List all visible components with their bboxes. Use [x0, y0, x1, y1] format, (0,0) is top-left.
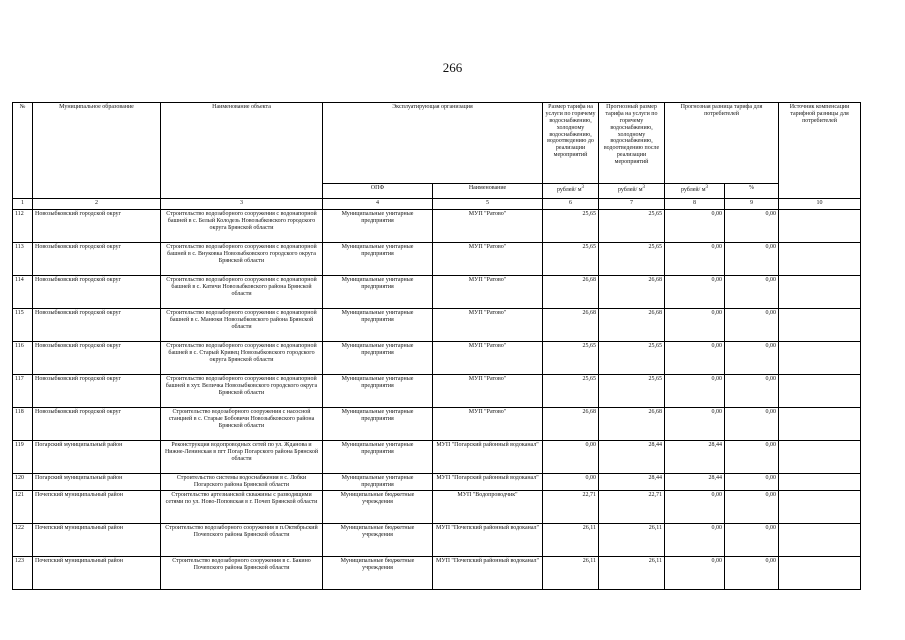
- table-body: [13, 210, 861, 590]
- source-cell: [779, 491, 861, 524]
- row-number: 114: [13, 276, 33, 309]
- municipality-cell: Новозыбковский городской округ: [33, 408, 161, 441]
- header-tariff: Размер тарифа на услуги по горячему водоснабжению, холодному водоснабжению, водоотведению до реализации мероприятий: [543, 103, 599, 184]
- forecast-tariff-cell: 28,44: [599, 441, 665, 474]
- diff-cell: 0,00: [665, 309, 725, 342]
- source-cell: [779, 210, 861, 243]
- row-number: 116: [13, 342, 33, 375]
- header-unit: [543, 184, 599, 199]
- municipality-cell: Новозыбковский городской округ: [33, 276, 161, 309]
- percent-cell: 0,00: [725, 210, 779, 243]
- source-cell: [779, 375, 861, 408]
- diff-cell: 0,00: [665, 491, 725, 524]
- municipality-cell: Новозыбковский городской округ: [33, 309, 161, 342]
- percent-cell: 0,00: [725, 309, 779, 342]
- tariff-cell: 26,11: [543, 557, 599, 590]
- tariff-cell: 22,71: [543, 491, 599, 524]
- source-cell: [779, 408, 861, 441]
- opf-cell: Муниципальные унитарные предприятия: [323, 474, 433, 491]
- forecast-tariff-cell: 26,11: [599, 524, 665, 557]
- header-opf: ОПФ: [323, 184, 433, 199]
- percent-cell: 0,00: [725, 474, 779, 491]
- percent-cell: 0,00: [725, 491, 779, 524]
- object-cell: Строительство водозаборного сооружения с водонапорной башней в хут. Величка Новозыбковского городского округа Брянской области: [161, 375, 323, 408]
- opf-cell: Муниципальные унитарные предприятия: [323, 210, 433, 243]
- diff-cell: 28,44: [665, 441, 725, 474]
- municipality-cell: Погарский муниципальный район: [33, 441, 161, 474]
- opf-cell: Муниципальные унитарные предприятия: [323, 441, 433, 474]
- table-row: [13, 210, 861, 243]
- object-cell: Строительство водозаборного сооружения с водонапорной башней в с. Манюки Новозыбковского района Брянской области: [161, 309, 323, 342]
- percent-cell: 0,00: [725, 276, 779, 309]
- object-cell: Строительство водозаборного сооружения в п.Октябрьский Почепского района Брянской области: [161, 524, 323, 557]
- tariff-table: [12, 102, 861, 590]
- column-index: 5: [433, 199, 543, 210]
- table-row: [13, 408, 861, 441]
- source-cell: [779, 441, 861, 474]
- opf-cell: Муниципальные бюджетные учреждения: [323, 524, 433, 557]
- forecast-tariff-cell: 25,65: [599, 243, 665, 276]
- table-row: [13, 243, 861, 276]
- tariff-cell: 25,65: [543, 243, 599, 276]
- percent-cell: 0,00: [725, 441, 779, 474]
- tariff-cell: 25,65: [543, 342, 599, 375]
- forecast-tariff-cell: 26,68: [599, 408, 665, 441]
- municipality-cell: Почепский муниципальный район: [33, 491, 161, 524]
- diff-cell: 0,00: [665, 524, 725, 557]
- tariff-cell: 0,00: [543, 441, 599, 474]
- table-row: [13, 474, 861, 491]
- object-cell: Реконструкция водопроводных сетей по ул. Жданова и Нижне-Ленинская в пгт Погар Погарского района Брянской области: [161, 441, 323, 474]
- municipality-cell: Почепский муниципальный район: [33, 524, 161, 557]
- column-index-row: [13, 199, 861, 210]
- row-number: 122: [13, 524, 33, 557]
- municipality-cell: Новозыбковский городской округ: [33, 342, 161, 375]
- operator-cell: МУП "Ратово": [433, 210, 543, 243]
- municipality-cell: Новозыбковский городской округ: [33, 210, 161, 243]
- diff-cell: 0,00: [665, 243, 725, 276]
- operator-cell: МУП "Водопроводчик": [433, 491, 543, 524]
- percent-cell: 0,00: [725, 557, 779, 590]
- percent-cell: 0,00: [725, 524, 779, 557]
- source-cell: [779, 342, 861, 375]
- diff-cell: 0,00: [665, 210, 725, 243]
- percent-cell: 0,00: [725, 375, 779, 408]
- forecast-tariff-cell: 25,65: [599, 342, 665, 375]
- operator-cell: МУП "Почепский районный водоканал": [433, 524, 543, 557]
- municipality-cell: Погарский муниципальный район: [33, 474, 161, 491]
- header-operator: Эксплуатирующая организация: [323, 103, 543, 184]
- tariff-cell: 25,65: [543, 375, 599, 408]
- header-forecast-tariff: Прогнозный размер тарифа на услуги по горячему водоснабжению, холодному водоснабжению, водоотведению после реализации мероприятий: [599, 103, 665, 184]
- table-row: [13, 342, 861, 375]
- object-cell: Строительство водозаборного сооружения с водонапорной башней в с. Катичи Новозыбковского района Брянской области: [161, 276, 323, 309]
- row-number: 118: [13, 408, 33, 441]
- column-index: 4: [323, 199, 433, 210]
- percent-cell: 0,00: [725, 408, 779, 441]
- row-number: 115: [13, 309, 33, 342]
- operator-cell: МУП "Погарский районный водоканал": [433, 441, 543, 474]
- header-source: Источник компенсации тарифной разницы для потребителей: [779, 103, 861, 199]
- table-row: [13, 557, 861, 590]
- source-cell: [779, 276, 861, 309]
- header-num: №: [13, 103, 33, 199]
- forecast-tariff-cell: 25,65: [599, 375, 665, 408]
- row-number: 120: [13, 474, 33, 491]
- opf-cell: Муниципальные унитарные предприятия: [323, 276, 433, 309]
- table-row: [13, 524, 861, 557]
- tariff-cell: 26,68: [543, 276, 599, 309]
- operator-cell: МУП "Ратово": [433, 408, 543, 441]
- diff-cell: 0,00: [665, 375, 725, 408]
- tariff-cell: 26,68: [543, 309, 599, 342]
- source-cell: [779, 309, 861, 342]
- header-percent: %: [725, 184, 779, 199]
- object-cell: Строительство водозаборного сооружения в с. Бакино Почепского района Брянской области: [161, 557, 323, 590]
- row-number: 121: [13, 491, 33, 524]
- column-index: 3: [161, 199, 323, 210]
- table-row: [13, 491, 861, 524]
- unit-sup: 3: [581, 185, 585, 190]
- object-cell: Строительство артезианской скважины с разводящими сетями по ул. Ново-Поповская в г. Почеп Брянской области: [161, 491, 323, 524]
- object-cell: Строительство водозаборного сооружения с водонапорной башней в с. Белый Колодезь Новозыбковского городского округа Брянской области: [161, 210, 323, 243]
- municipality-cell: Почепский муниципальный район: [33, 557, 161, 590]
- municipality-cell: Новозыбковский городской округ: [33, 375, 161, 408]
- operator-cell: МУП "Ратово": [433, 375, 543, 408]
- object-cell: Строительство водозаборного сооружения с насосной станцией в с. Старые Бобовичи Новозыбковского района Брянской области: [161, 408, 323, 441]
- column-index: 9: [725, 199, 779, 210]
- object-cell: Строительство системы водоснабжения в с. Лобки Погарского района Брянской области: [161, 474, 323, 491]
- row-number: 119: [13, 441, 33, 474]
- opf-cell: Муниципальные бюджетные учреждения: [323, 491, 433, 524]
- header-object: Наименование объекта: [161, 103, 323, 199]
- opf-cell: Муниципальные унитарные предприятия: [323, 342, 433, 375]
- tariff-cell: 26,68: [543, 408, 599, 441]
- header-municipality: Муниципальное образование: [33, 103, 161, 199]
- row-number: 123: [13, 557, 33, 590]
- operator-cell: МУП "Ратово": [433, 243, 543, 276]
- unit-sup: 3: [705, 185, 709, 190]
- operator-cell: МУП "Ратово": [433, 309, 543, 342]
- opf-cell: Муниципальные унитарные предприятия: [323, 408, 433, 441]
- unit-sup: 3: [642, 185, 646, 190]
- table-row: [13, 309, 861, 342]
- unit-text: рублей/ м: [617, 187, 643, 193]
- tariff-cell: 25,65: [543, 210, 599, 243]
- unit-text: рублей/ м: [680, 187, 706, 193]
- percent-cell: 0,00: [725, 243, 779, 276]
- municipality-cell: Новозыбковский городской округ: [33, 243, 161, 276]
- source-cell: [779, 243, 861, 276]
- table-row: [13, 375, 861, 408]
- page-number: 266: [442, 60, 463, 75]
- tariff-cell: 0,00: [543, 474, 599, 491]
- object-cell: Строительство водозаборного сооружения с водонапорной башней в с. Старый Кривец Новозыбковского городского округа Брянской области: [161, 342, 323, 375]
- operator-cell: МУП "Почепский районный водоканал": [433, 557, 543, 590]
- diff-cell: 28,44: [665, 474, 725, 491]
- forecast-tariff-cell: 22,71: [599, 491, 665, 524]
- source-cell: [779, 524, 861, 557]
- row-number: 113: [13, 243, 33, 276]
- header-unit: [599, 184, 665, 199]
- header-forecast-diff: Прогнозная разница тарифа для потребителей: [665, 103, 779, 184]
- source-cell: [779, 474, 861, 491]
- opf-cell: Муниципальные унитарные предприятия: [323, 375, 433, 408]
- source-cell: [779, 557, 861, 590]
- opf-cell: Муниципальные унитарные предприятия: [323, 309, 433, 342]
- forecast-tariff-cell: 26,11: [599, 557, 665, 590]
- column-index: 7: [599, 199, 665, 210]
- tariff-cell: 26,11: [543, 524, 599, 557]
- header-unit: [665, 184, 725, 199]
- column-index: 10: [779, 199, 861, 210]
- column-index: 2: [33, 199, 161, 210]
- operator-cell: МУП "Ратово": [433, 342, 543, 375]
- column-index: 1: [13, 199, 33, 210]
- percent-cell: 0,00: [725, 342, 779, 375]
- forecast-tariff-cell: 26,68: [599, 276, 665, 309]
- column-index: 8: [665, 199, 725, 210]
- operator-cell: МУП "Ратово": [433, 276, 543, 309]
- unit-text: рублей/ м: [556, 187, 582, 193]
- diff-cell: 0,00: [665, 276, 725, 309]
- operator-cell: МУП "Погарский районный водоканал": [433, 474, 543, 491]
- diff-cell: 0,00: [665, 557, 725, 590]
- header-name: Наименование: [433, 184, 543, 199]
- table-row: [13, 276, 861, 309]
- forecast-tariff-cell: 28,44: [599, 474, 665, 491]
- forecast-tariff-cell: 25,65: [599, 210, 665, 243]
- opf-cell: Муниципальные унитарные предприятия: [323, 243, 433, 276]
- forecast-tariff-cell: 26,68: [599, 309, 665, 342]
- opf-cell: Муниципальные бюджетные учреждения: [323, 557, 433, 590]
- table-row: [13, 441, 861, 474]
- row-number: 112: [13, 210, 33, 243]
- object-cell: Строительство водозаборного сооружения с водонапорной башней в с. Внуковка Новозыбковского городского округа Брянской области: [161, 243, 323, 276]
- column-index: 6: [543, 199, 599, 210]
- diff-cell: 0,00: [665, 408, 725, 441]
- diff-cell: 0,00: [665, 342, 725, 375]
- row-number: 117: [13, 375, 33, 408]
